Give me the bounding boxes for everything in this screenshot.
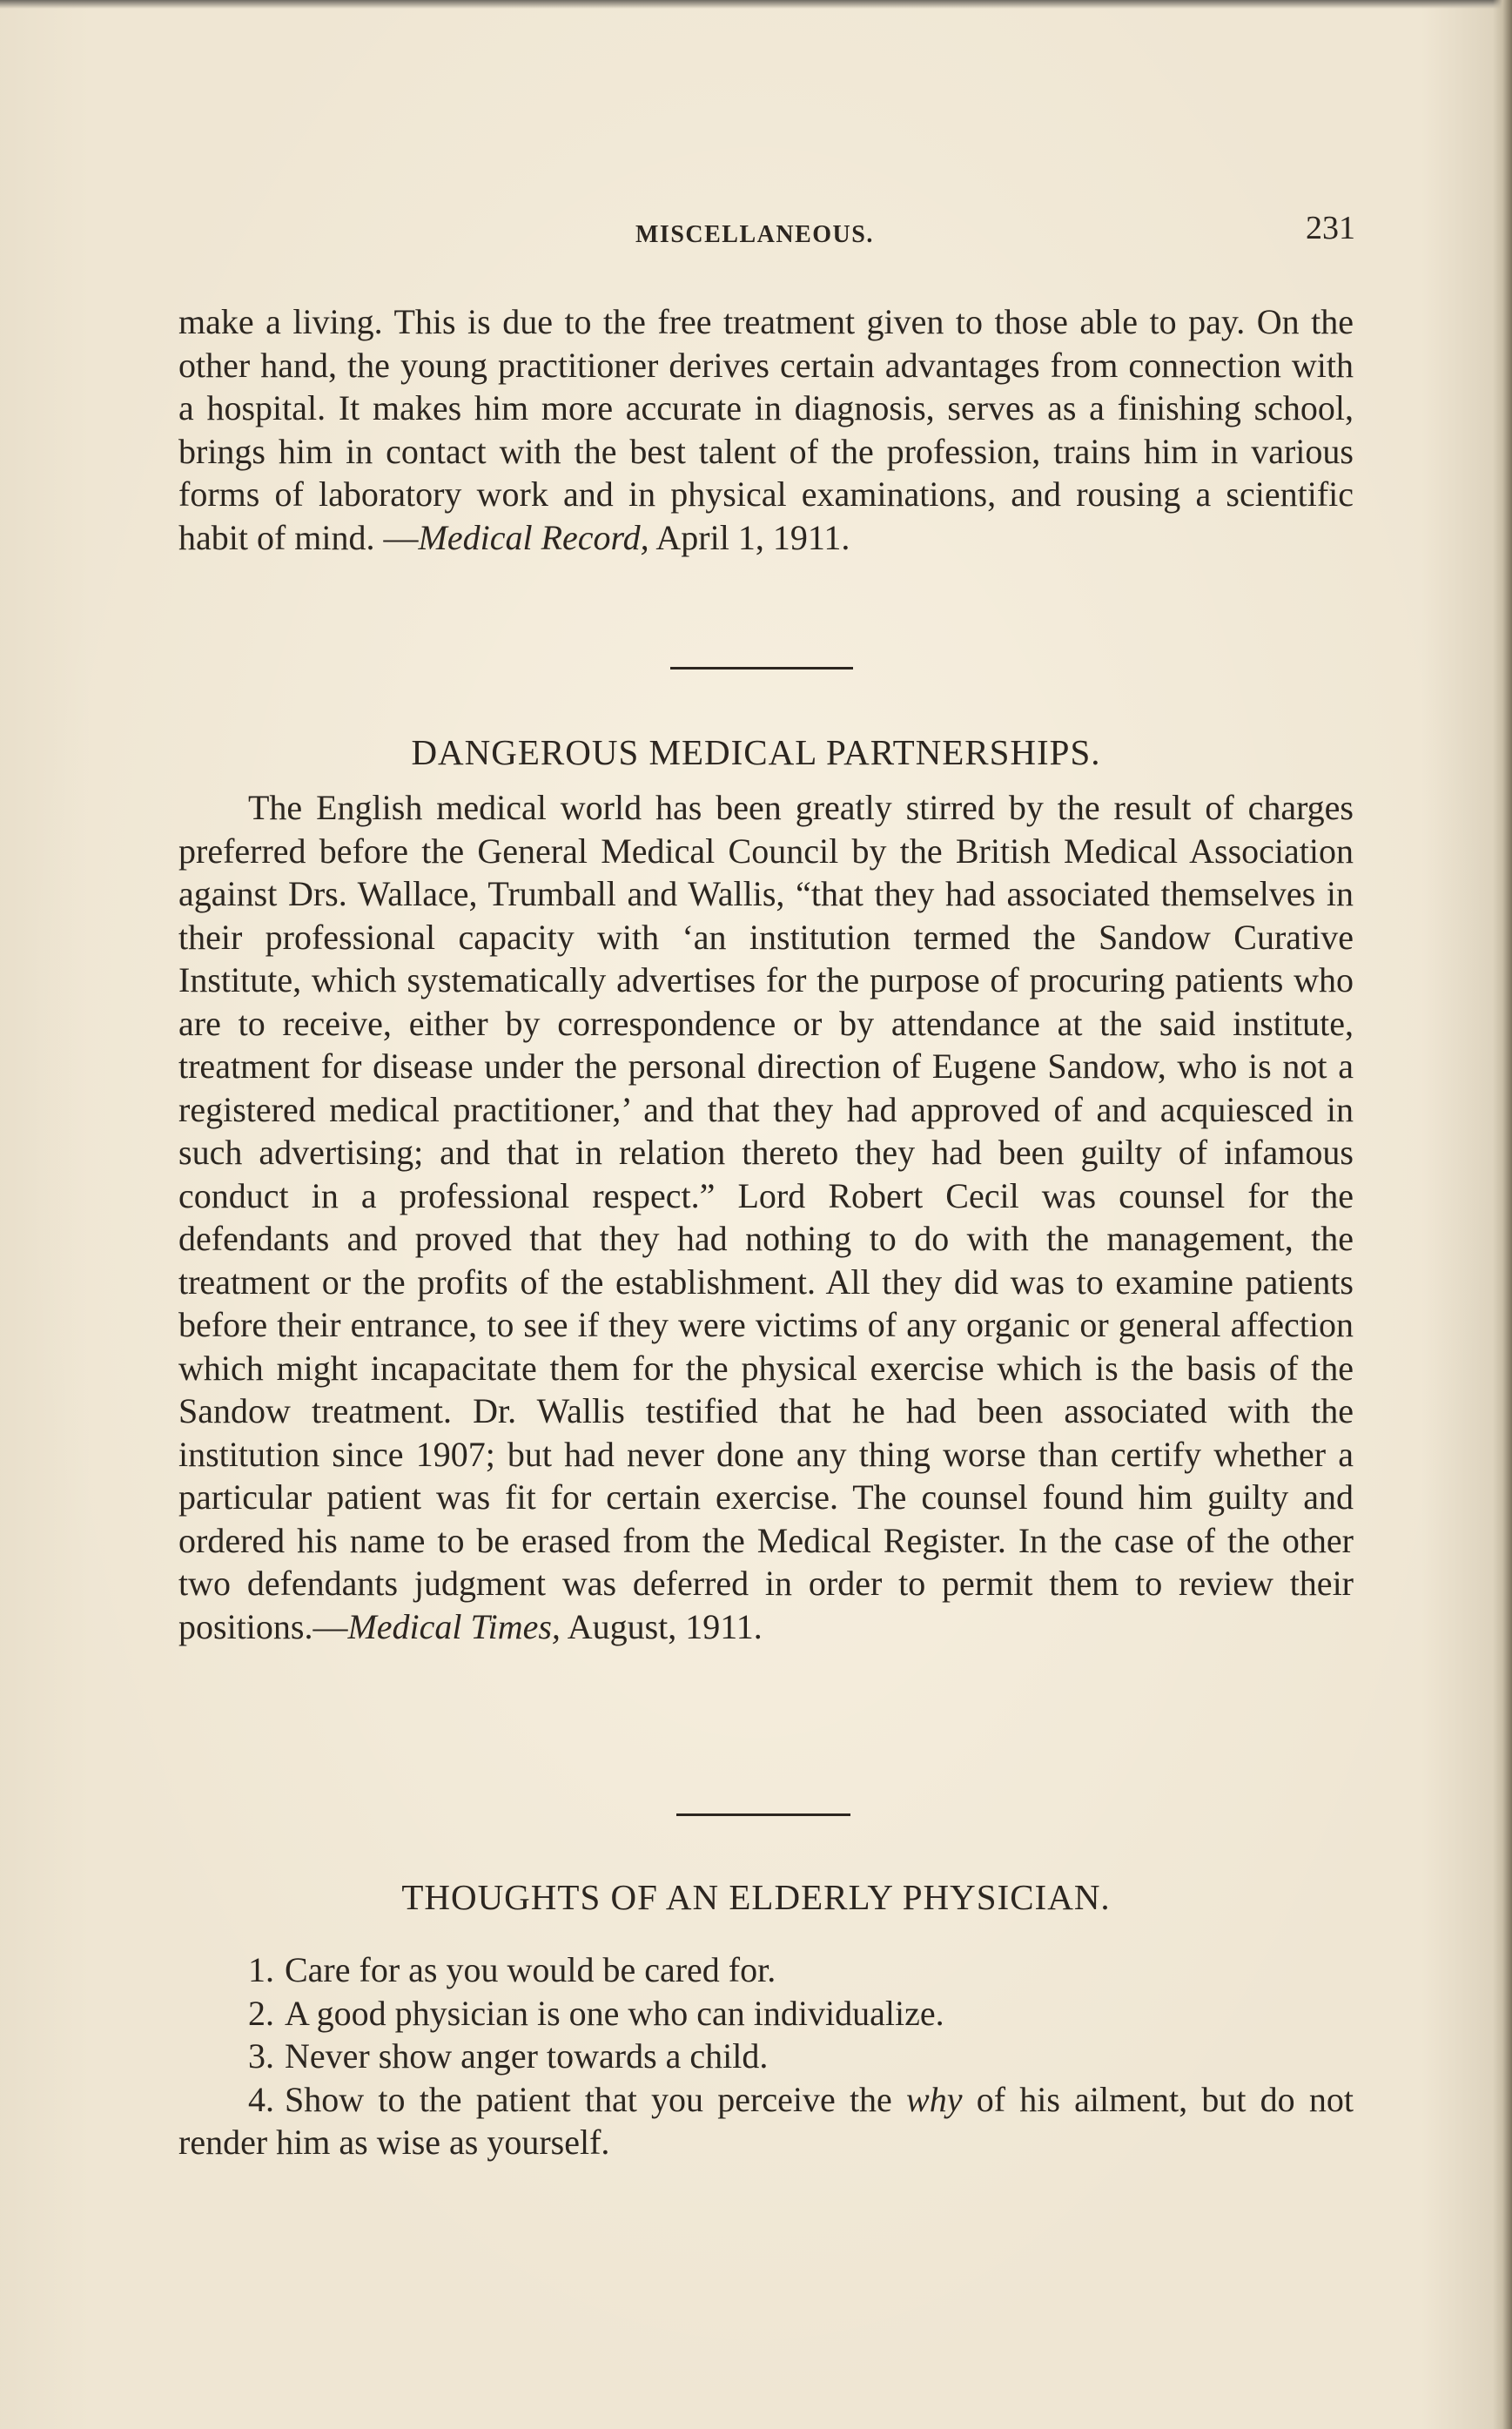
citation-date: August, 1911. — [560, 1606, 763, 1646]
article-body-text: The English medical world has been greatly stirred by the result of charges preferred before the General Medical Council by the British Medical Association against Drs. Wallace, Trumball and Wallis, “that they had associated themselves in their professional capacity with ‘an institution termed the Sandow Curative Institute, which systematically advertises for the purpose of procuring patients who are to receive, either by correspondence or by attendance at the said institute, treatment for disease under the personal direction of Eugene Sandow, who is not a registered medical practitioner,’ and that they had approved of and acquiesced in such advertising; and that in relation thereto they had been guilty of infamous conduct in a professional respect.” Lord Robert Cecil was counsel for the defendants and proved that they had nothing to do with the management, the treatment or the profits of the establishment. All they did was to examine patients before their entrance, to see if they were victims of any organic or general affection which might incapacitate them for the physical exercise which is the basis of the Sandow treatment. Dr. Wallis testified that he had been associated with the institution since 1907; but had never done any thing worse than certify whether a particular patient was fit for certain exercise. The counsel found him guilty and ordered his name to be erased from the Medical Register. In the case of the other two defendants judgment was deferred in order to permit them to review their positions. — [178, 788, 1354, 1646]
page-binding-edge — [1493, 0, 1512, 2429]
list-item-text: Care for as you would be cared for. — [285, 1950, 776, 1989]
running-title: MISCELLANEOUS. — [635, 221, 874, 248]
list-item-number: 1. — [248, 1950, 274, 1989]
list-item-number: 2. — [248, 1993, 274, 2033]
continuation-paragraph — [178, 300, 1354, 559]
list-item-number: 4. — [248, 2079, 274, 2119]
citation-dash: — — [383, 517, 419, 557]
citation-dash: — — [312, 1606, 348, 1646]
list-item-number: 3. — [248, 2036, 274, 2076]
list-item-emphasis: why — [906, 2079, 963, 2119]
page-top-edge — [0, 0, 1512, 9]
list-item — [178, 2078, 1354, 2164]
list-item — [178, 2035, 1354, 2078]
citation-source: Medical Times, — [347, 1606, 561, 1646]
page-number: 231 — [1306, 210, 1355, 246]
continuation-text: make a living. This is due to the free treatment given to those able to pay. On the other hand, the young practitioner derives certain advantages from connection with a hospital. It makes him more accurate in diagnosis, serves as a finishing school, brings him in contact with the best talent of the profession, trains him in various forms of laboratory work and in physical examinations, and rousing a scientific habit of mind. — [178, 302, 1354, 557]
list-item — [178, 1948, 1354, 1992]
citation-source: Medical Record, — [418, 517, 649, 557]
running-head — [178, 209, 1355, 252]
list-item-text: of his ailment, but do not render him as wise as yourself. — [178, 2079, 1354, 2162]
list-item-text: Never show anger towards a child. — [285, 2036, 769, 2076]
list-item-text: A good physician is one who can individualize. — [285, 1993, 944, 2033]
article-heading: DANGEROUS MEDICAL PARTNERSHIPS. — [411, 732, 1101, 772]
section-divider — [670, 667, 853, 669]
article-heading: THOUGHTS OF AN ELDERLY PHYSICIAN. — [401, 1877, 1111, 1917]
list-item-text: Show to the patient that you perceive the — [285, 2079, 907, 2119]
list-item — [178, 1992, 1354, 2035]
article-body — [178, 786, 1354, 1648]
numbered-list — [178, 1948, 1354, 2164]
section-divider — [676, 1813, 850, 1816]
citation-date: April 1, 1911. — [648, 517, 850, 557]
